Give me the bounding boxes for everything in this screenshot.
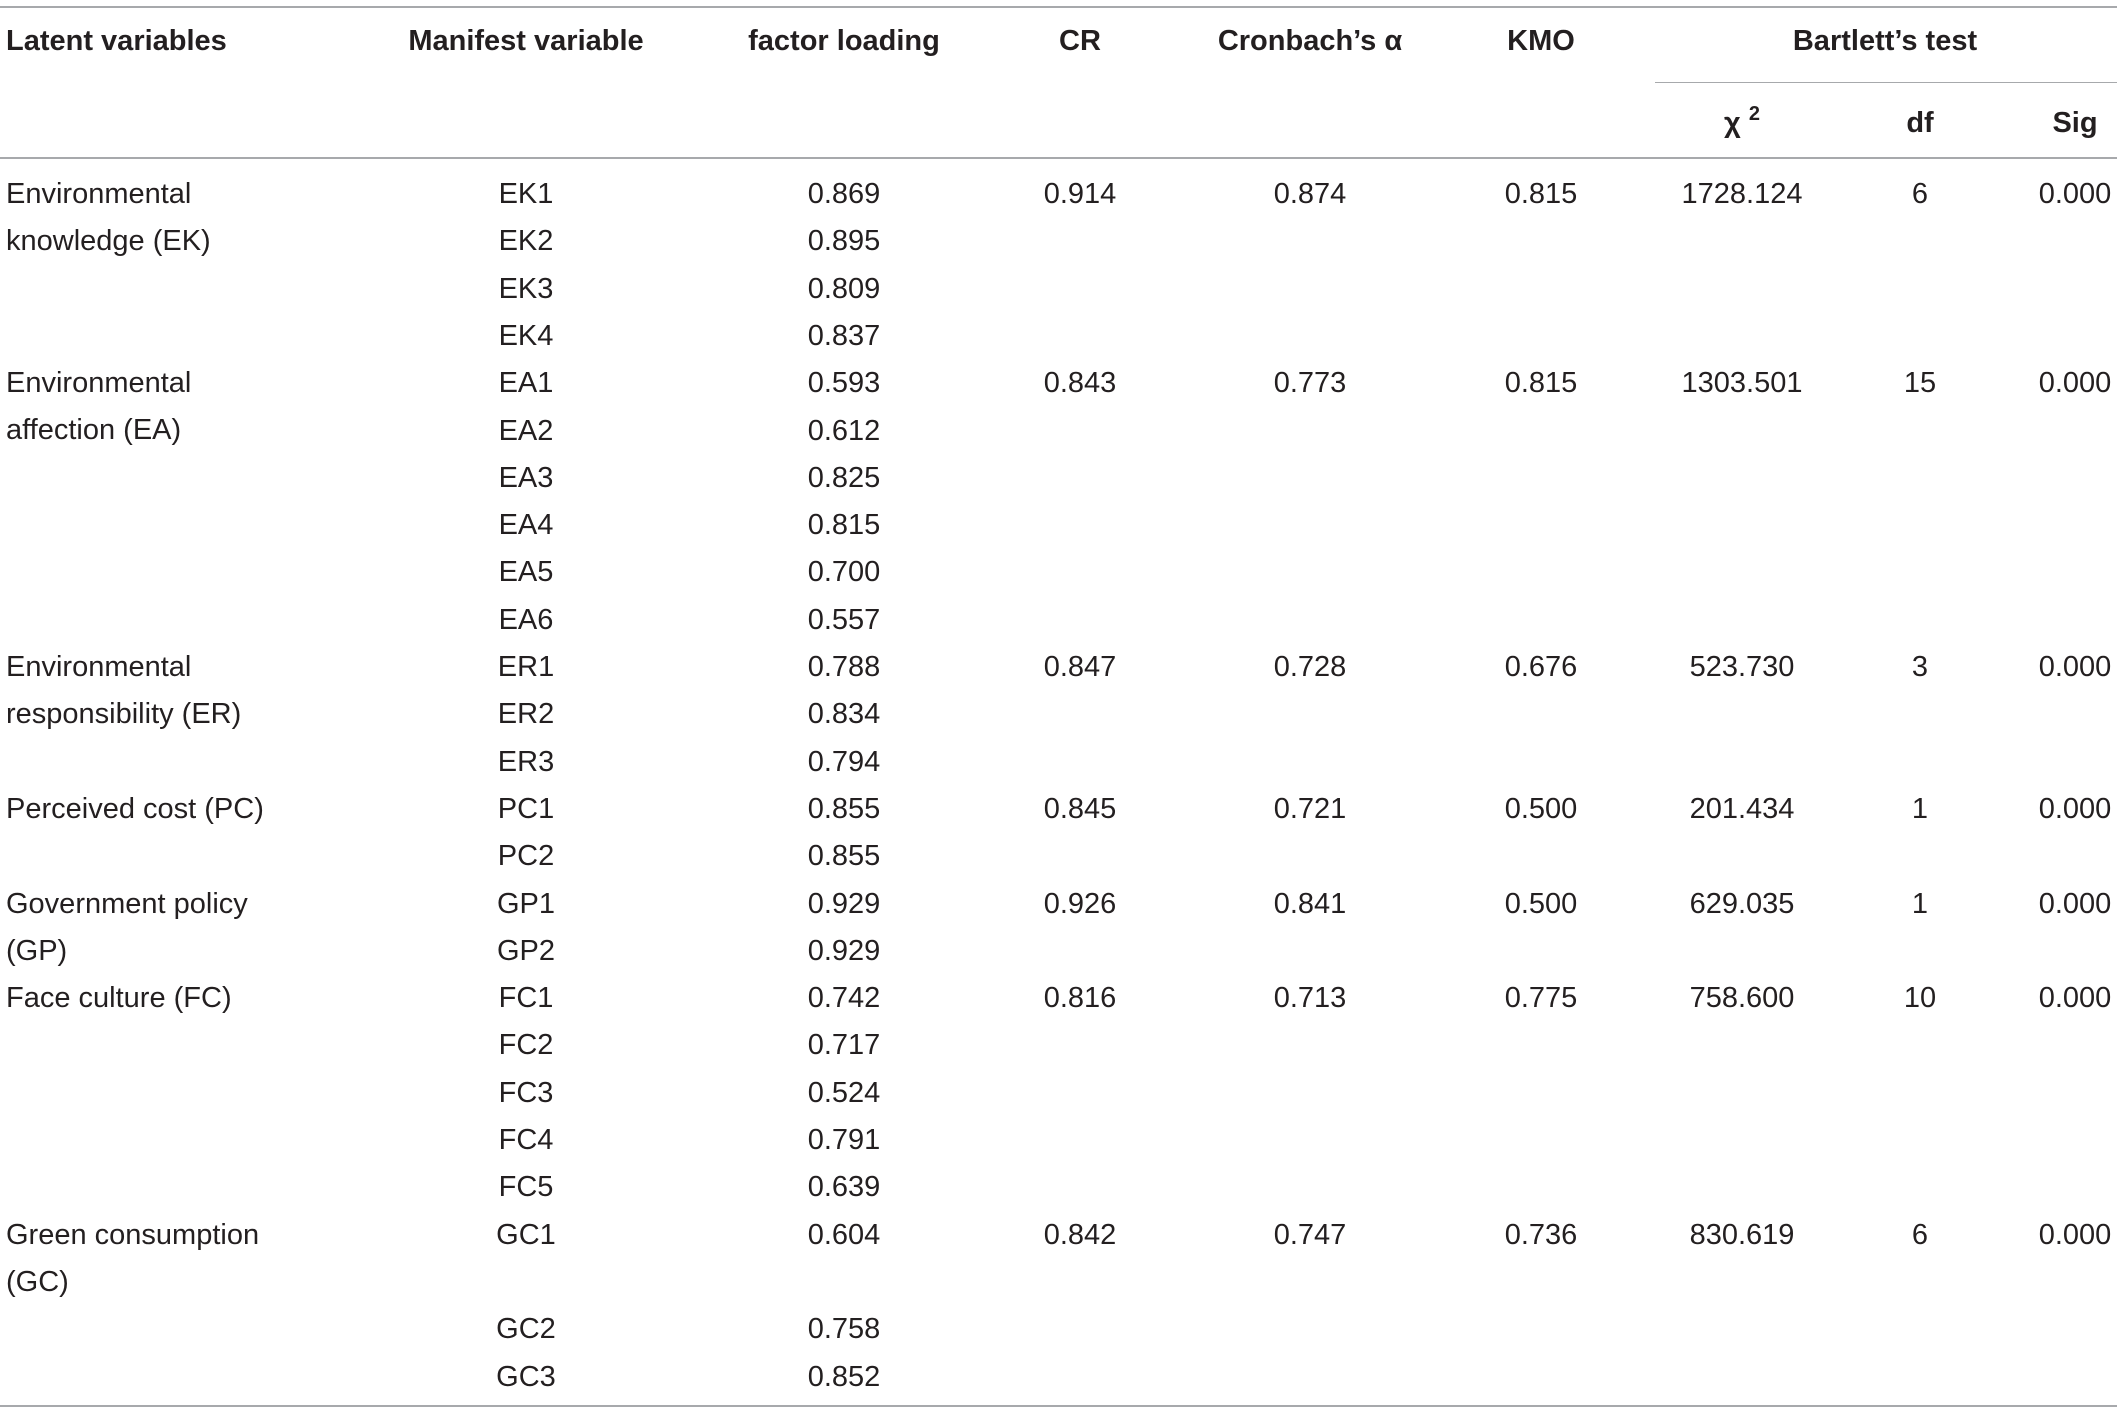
cronbach-alpha-value: 0.747 xyxy=(1273,1218,1347,1251)
factor-loading-value: 0.639 xyxy=(807,1171,881,1204)
factor-loading-value: 0.604 xyxy=(807,1218,881,1251)
factor-loading-value: 0.815 xyxy=(807,509,881,542)
factor-loading-value: 0.852 xyxy=(807,1360,881,1393)
header-cr: CR xyxy=(1059,25,1101,57)
manifest-variable: EA2 xyxy=(498,414,554,447)
cronbach-alpha-value: 0.773 xyxy=(1273,367,1347,400)
manifest-variable: ER3 xyxy=(497,745,555,778)
df-value: 1 xyxy=(1911,887,1929,920)
df-value: 15 xyxy=(1903,367,1937,400)
manifest-variable: GC2 xyxy=(496,1313,556,1346)
cr-value: 0.843 xyxy=(1043,367,1117,400)
factor-loading-value: 0.869 xyxy=(807,178,881,210)
factor-loading-value: 0.557 xyxy=(807,603,881,636)
manifest-variable: EK4 xyxy=(498,319,554,352)
factor-loading-value: 0.895 xyxy=(807,225,881,258)
sig-value: 0.000 xyxy=(2038,1218,2112,1251)
latent-variable: Face culture (FC) xyxy=(6,982,232,1015)
table-bottom-rule xyxy=(0,1405,2117,1407)
factor-loading-value: 0.837 xyxy=(807,319,881,352)
chi-square-value: 1728.124 xyxy=(1681,178,1803,210)
header-kmo: KMO xyxy=(1507,25,1575,57)
df-value: 1 xyxy=(1911,792,1929,825)
factor-loading-value: 0.834 xyxy=(807,698,881,731)
factor-loading-value: 0.855 xyxy=(807,792,881,825)
sig-value: 0.000 xyxy=(2038,982,2112,1015)
latent-variable: Green consumption (GC) xyxy=(6,1218,260,1298)
chi-square-value: 201.434 xyxy=(1689,792,1795,825)
manifest-variable: PC1 xyxy=(497,792,555,825)
cr-value: 0.842 xyxy=(1043,1218,1117,1251)
manifest-variable: FC4 xyxy=(498,1124,554,1156)
cr-value: 0.847 xyxy=(1043,651,1117,683)
manifest-variable: EK1 xyxy=(498,178,554,210)
bartlett-sub-rule xyxy=(1655,82,2117,83)
kmo-value: 0.815 xyxy=(1504,367,1578,400)
factor-loading-value: 0.855 xyxy=(807,840,881,873)
header-chi: χ xyxy=(1724,107,1741,139)
factor-loading-value: 0.612 xyxy=(807,414,881,447)
latent-variable: Government policy (GP) xyxy=(6,887,248,967)
chi-square-value: 830.619 xyxy=(1689,1218,1795,1251)
cr-value: 0.845 xyxy=(1043,792,1117,825)
factor-loading-value: 0.929 xyxy=(807,934,881,967)
manifest-variable: FC2 xyxy=(498,1029,554,1062)
manifest-variable: ER2 xyxy=(497,698,555,731)
header-loading: factor loading xyxy=(748,25,940,57)
factor-loading-value: 0.593 xyxy=(807,367,881,400)
cr-value: 0.926 xyxy=(1043,887,1117,920)
chi-square-value: 758.600 xyxy=(1689,982,1795,1015)
latent-variable: Environmental knowledge (EK) xyxy=(6,178,211,257)
sig-value: 0.000 xyxy=(2038,651,2112,683)
chi-square-value: 523.730 xyxy=(1689,651,1795,683)
factor-loading-value: 0.788 xyxy=(807,651,881,683)
cronbach-alpha-value: 0.874 xyxy=(1273,178,1347,210)
kmo-value: 0.815 xyxy=(1504,178,1578,210)
header-df: df xyxy=(1906,107,1934,139)
sig-value: 0.000 xyxy=(2038,367,2112,400)
manifest-variable: PC2 xyxy=(497,840,555,873)
factor-loading-value: 0.929 xyxy=(807,887,881,920)
header-manifest: Manifest variable xyxy=(408,25,644,57)
chi-square-value: 629.035 xyxy=(1689,887,1795,920)
cronbach-alpha-value: 0.721 xyxy=(1273,792,1347,825)
cronbach-alpha-value: 0.841 xyxy=(1273,887,1347,920)
factor-loading-value: 0.758 xyxy=(807,1313,881,1346)
header-latent: Latent variables xyxy=(6,25,227,57)
factor-loading-value: 0.809 xyxy=(807,272,881,305)
manifest-variable: EK3 xyxy=(498,272,554,305)
sig-value: 0.000 xyxy=(2038,887,2112,920)
cronbach-alpha-value: 0.728 xyxy=(1273,651,1347,683)
cr-value: 0.914 xyxy=(1043,178,1117,210)
df-value: 10 xyxy=(1903,982,1937,1015)
factor-loading-value: 0.742 xyxy=(807,982,881,1015)
factor-loading-value: 0.825 xyxy=(807,461,881,494)
factor-loading-value: 0.794 xyxy=(807,745,881,778)
kmo-value: 0.775 xyxy=(1504,982,1578,1015)
cr-value: 0.816 xyxy=(1043,982,1117,1015)
manifest-variable: FC1 xyxy=(498,982,554,1015)
df-value: 6 xyxy=(1911,1218,1929,1251)
factor-loading-value: 0.717 xyxy=(807,1029,881,1062)
sig-value: 0.000 xyxy=(2038,178,2112,210)
manifest-variable: GP1 xyxy=(496,887,556,920)
header-rule xyxy=(0,157,2117,159)
df-value: 3 xyxy=(1911,651,1929,683)
factor-loading-value: 0.524 xyxy=(807,1076,881,1109)
chi-square-value: 1303.501 xyxy=(1681,367,1803,400)
manifest-variable: EK2 xyxy=(498,225,554,258)
kmo-value: 0.736 xyxy=(1504,1218,1578,1251)
manifest-variable: EA4 xyxy=(498,509,554,542)
header-chi-square xyxy=(1724,100,1760,147)
manifest-variable: EA5 xyxy=(498,556,554,589)
header-sig: Sig xyxy=(2052,107,2098,139)
latent-variable: Environmental responsibility (ER) xyxy=(6,651,242,730)
latent-variable: Perceived cost (PC) xyxy=(6,792,264,825)
header-cronbach: Cronbach’s α xyxy=(1217,25,1403,57)
sig-value: 0.000 xyxy=(2038,792,2112,825)
factor-loading-value: 0.791 xyxy=(807,1124,881,1156)
header-bartlett: Bartlett’s test xyxy=(1792,25,1978,57)
manifest-variable: GC3 xyxy=(496,1360,556,1393)
latent-variable: Environmental affection (EA) xyxy=(6,367,192,447)
manifest-variable: GP2 xyxy=(496,934,556,967)
kmo-value: 0.500 xyxy=(1504,887,1578,920)
manifest-variable: EA1 xyxy=(498,367,554,400)
factor-loading-value: 0.700 xyxy=(807,556,881,589)
kmo-value: 0.500 xyxy=(1504,792,1578,825)
manifest-variable: EA6 xyxy=(498,603,554,636)
kmo-value: 0.676 xyxy=(1504,651,1578,683)
manifest-variable: FC5 xyxy=(498,1171,554,1204)
df-value: 6 xyxy=(1911,178,1929,210)
manifest-variable: GC1 xyxy=(496,1218,556,1251)
table-top-rule xyxy=(0,6,2117,8)
manifest-variable: FC3 xyxy=(498,1076,554,1109)
manifest-variable: ER1 xyxy=(497,651,555,683)
cronbach-alpha-value: 0.713 xyxy=(1273,982,1347,1015)
manifest-variable: EA3 xyxy=(498,461,554,494)
header-chi-sup: 2 xyxy=(1748,103,1760,125)
